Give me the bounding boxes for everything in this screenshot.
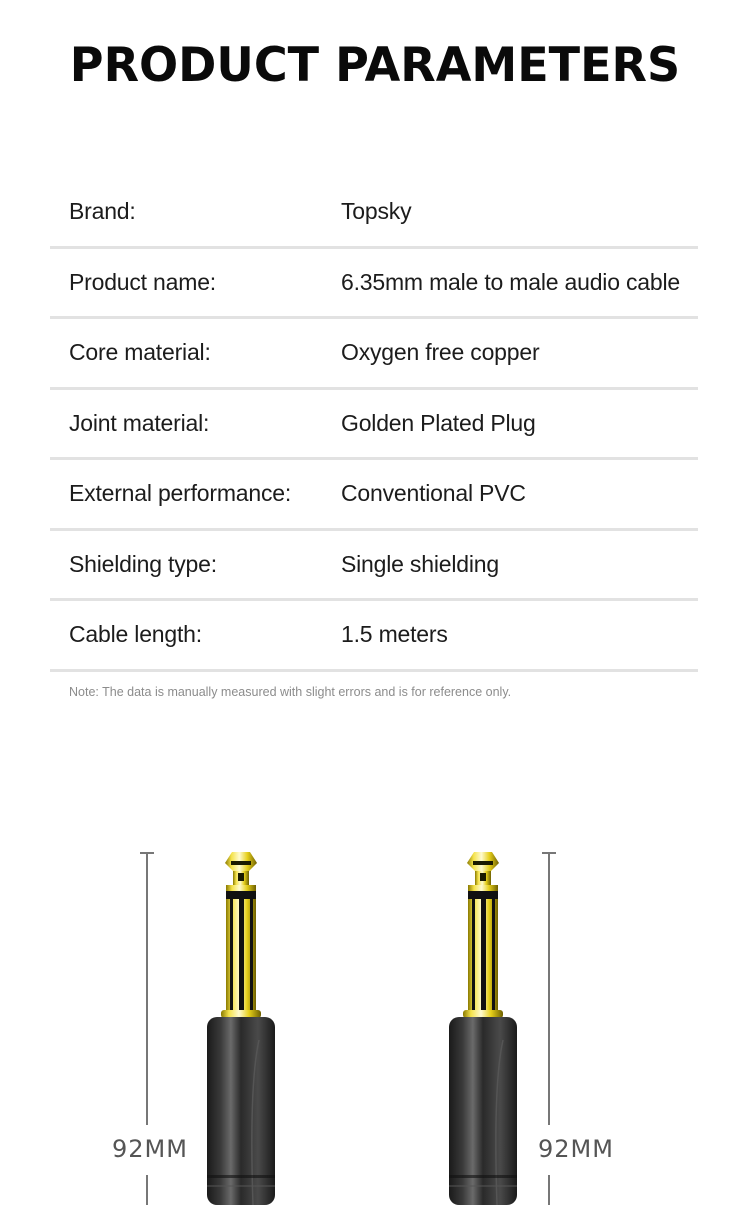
dimension-line (548, 1175, 550, 1205)
param-label: Product name: (69, 268, 216, 295)
param-value: Single shielding (341, 550, 499, 577)
parameters-table (50, 178, 698, 672)
audio-plug-image-right (443, 845, 523, 1205)
measurement-note: Note: The data is manually measured with slight errors and is for reference only. (69, 685, 512, 699)
param-row-joint-material (50, 390, 698, 461)
dimension-line (548, 852, 550, 1125)
param-label: Joint material: (69, 409, 210, 436)
param-value: Oxygen free copper (341, 339, 540, 365)
param-row-product-name (50, 249, 698, 320)
param-row-shielding-type (50, 531, 698, 602)
param-label: Brand: (69, 198, 136, 224)
param-row-brand (50, 178, 698, 249)
dimension-line (146, 852, 148, 1125)
param-value: 1.5 meters (341, 621, 448, 647)
dimension-indicator-left (112, 852, 188, 1205)
param-label: Core material: (69, 339, 211, 365)
param-value: 6.35mm male to male audio cable (341, 268, 680, 295)
page-title: PRODUCT PARAMETERS (69, 38, 681, 93)
param-value: Topsky (341, 198, 412, 224)
param-label: Cable length: (69, 621, 202, 647)
param-label: Shielding type: (69, 550, 217, 577)
audio-plug-image-left (201, 845, 281, 1205)
dimension-indicator-right (538, 852, 614, 1205)
param-row-cable-length (50, 601, 698, 672)
param-label: External performance: (69, 480, 292, 506)
dimension-label: 92MM (538, 1135, 614, 1163)
param-value: Conventional PVC (341, 480, 526, 506)
dimension-label: 92MM (112, 1135, 188, 1163)
param-row-core-material (50, 319, 698, 390)
param-value: Golden Plated Plug (341, 409, 536, 436)
dimension-line (146, 1175, 148, 1205)
param-row-external-performance (50, 460, 698, 531)
